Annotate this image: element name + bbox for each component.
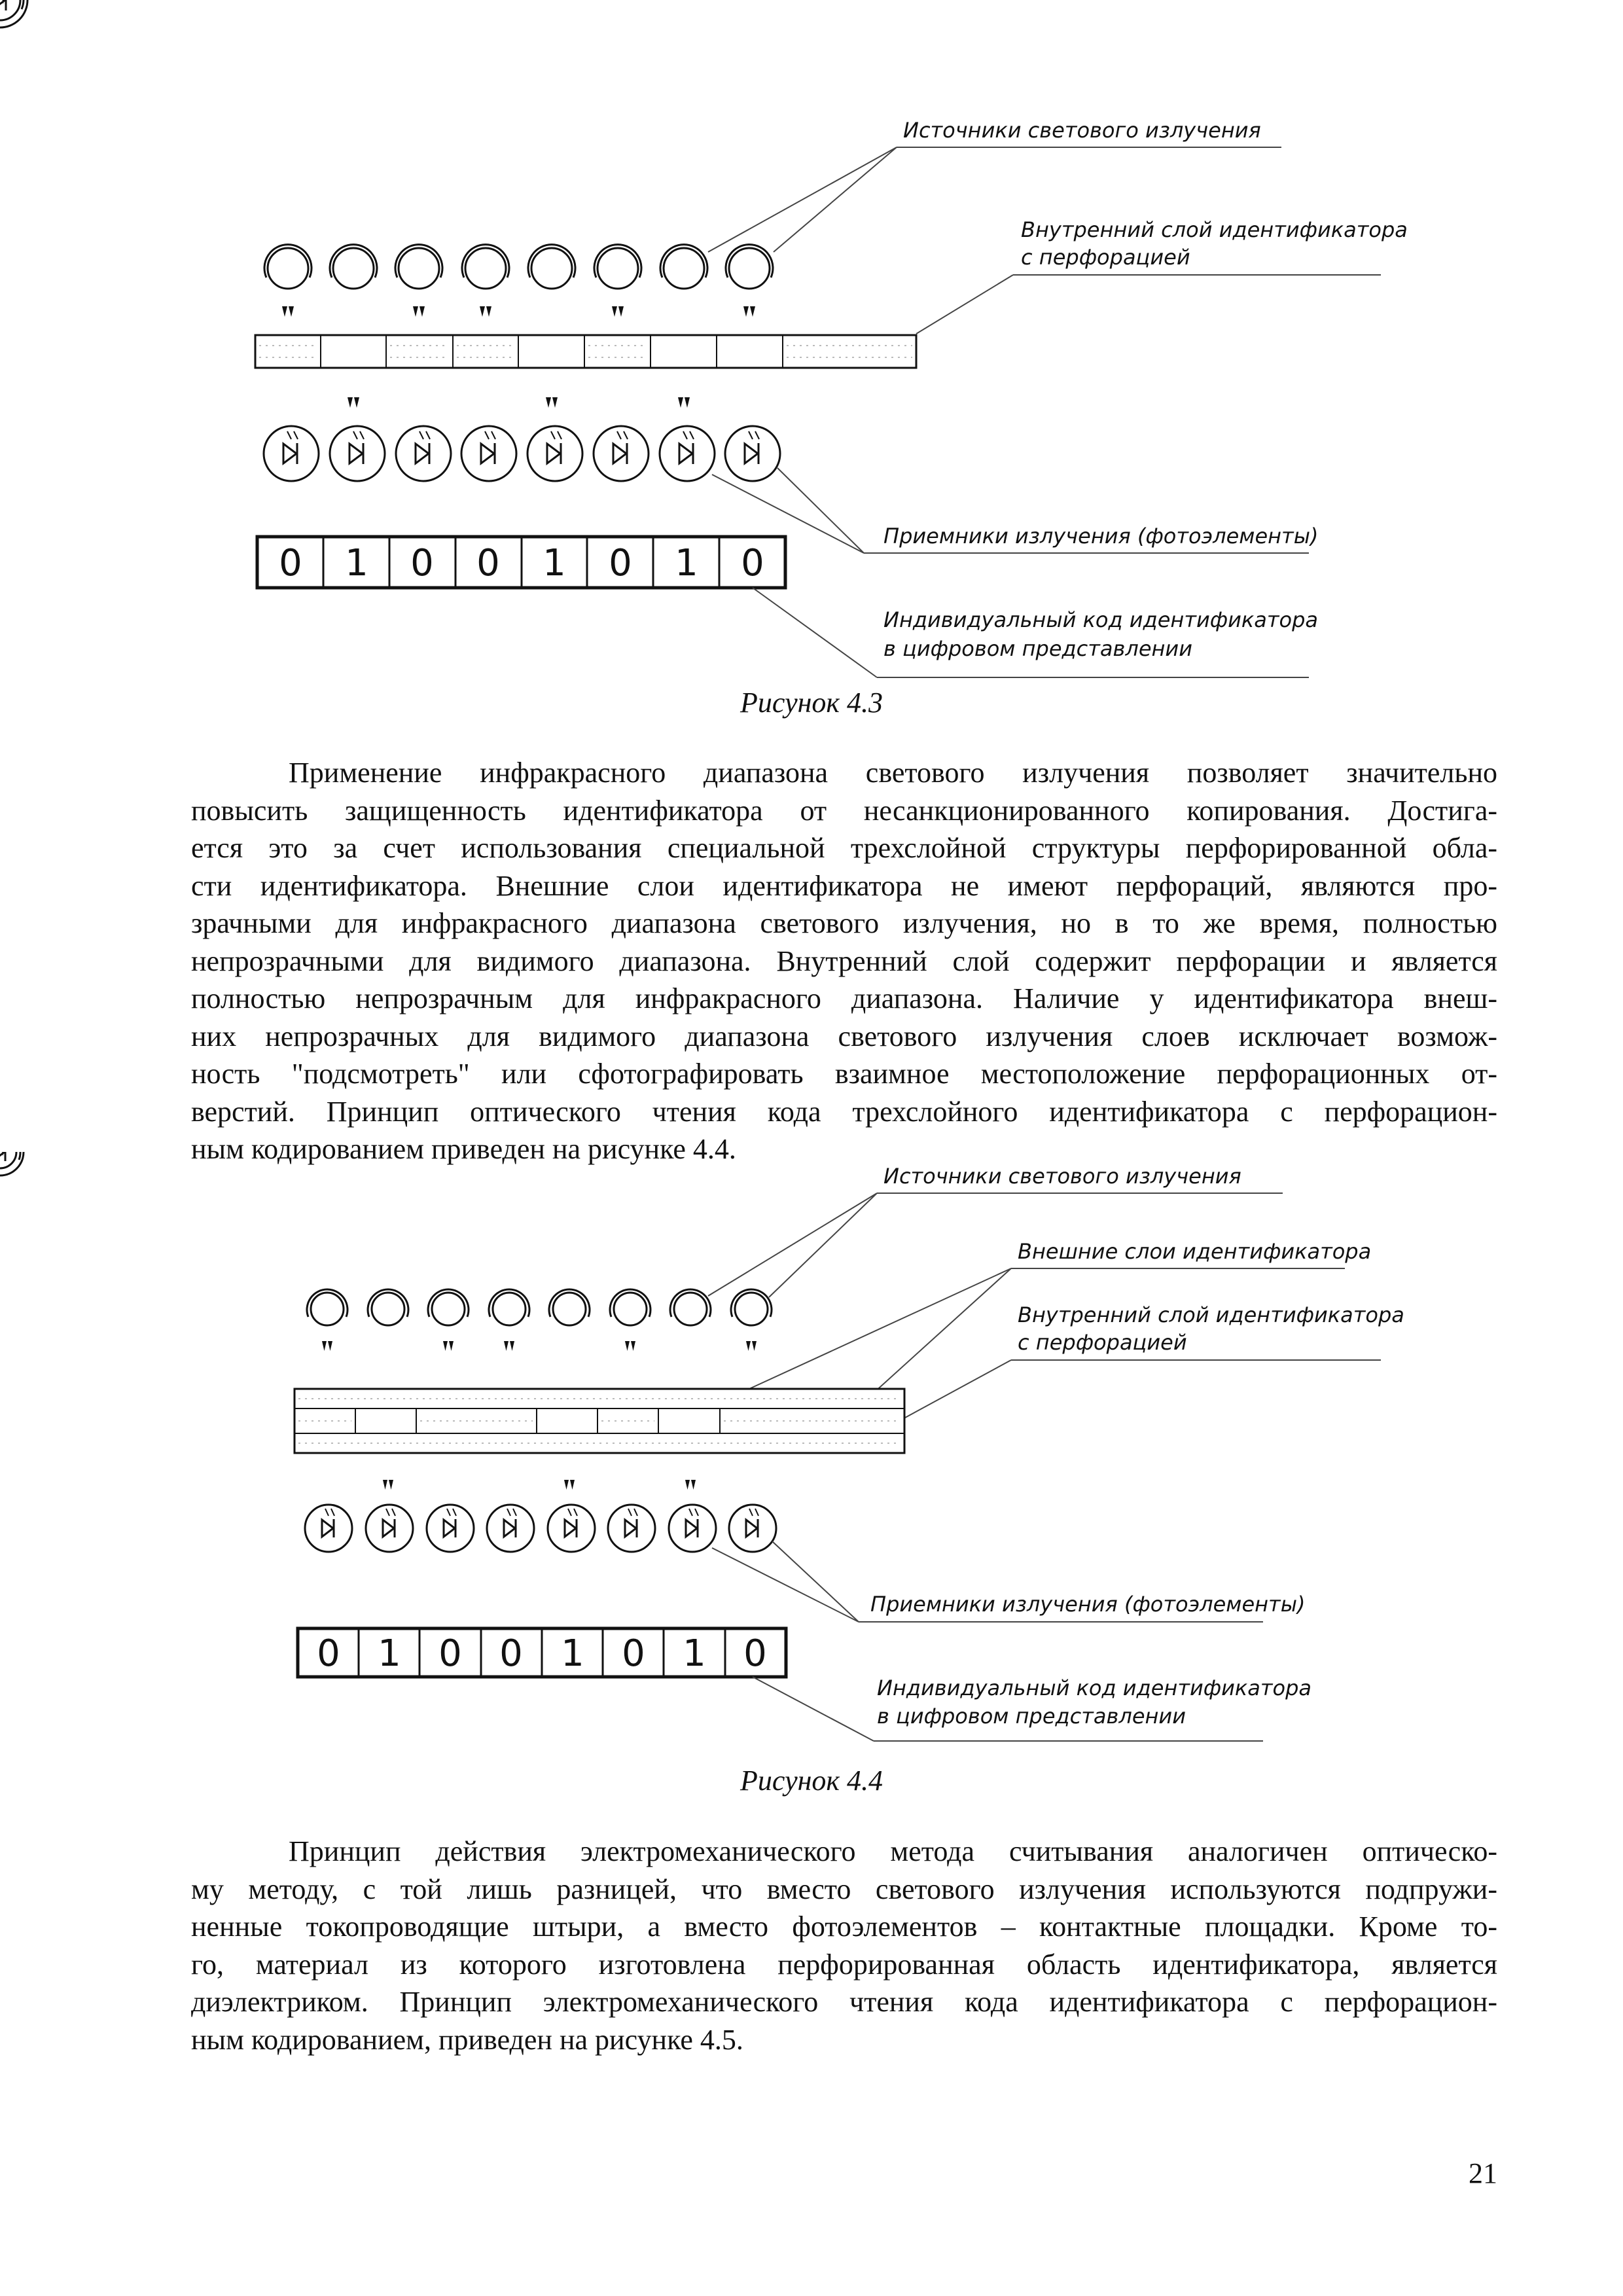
paragraph-line: полностью непрозрачным для инфракрасного диапазона. Наличие у идентификатора внеш- (191, 982, 1497, 1014)
fig44-light-sources (0, 1152, 772, 1325)
paragraph-line: верстий. Принцип оптического чтения кода трехслойного идентификатора с перфорацион- (191, 1095, 1497, 1128)
fig44-label-code-1: Индивидуальный код идентификатора (877, 1676, 1311, 1700)
fig43-label-receivers: Приемники излучения (фотоэлементы) (883, 524, 1319, 548)
fig44-label-sources: Источники светового излучения (883, 1164, 1241, 1189)
fig43-code-digit: 1 (543, 542, 566, 584)
fig44-code-digit: 0 (499, 1632, 523, 1675)
page-number: 21 (1469, 2157, 1497, 2189)
fig43-code-digit: 0 (410, 542, 434, 584)
figure-4-3 (0, 0, 1623, 694)
paragraph-line: ным кодированием, приведен на рисунке 4.5. (191, 2023, 743, 2056)
fig43-code-digit: 0 (609, 542, 632, 584)
fig44-code-digit: 1 (683, 1632, 706, 1675)
fig43-label-code-2: в цифровом представлении (883, 636, 1193, 661)
figure-caption-4-4: Рисунок 4.4 (740, 1765, 883, 1797)
fig43-code-register (257, 537, 785, 588)
fig44-code-digit: 1 (561, 1632, 584, 1675)
paragraph-line: ется это за счет использования специальной трехслойной структуры перфорированной обла- (191, 832, 1497, 864)
fig43-label-inner-2: с перфорацией (1021, 245, 1190, 270)
figure-caption-4-3: Рисунок 4.3 (740, 687, 883, 719)
paragraph-line: ность "подсмотреть" или сфотографировать взаимное местоположение перфорационных от- (191, 1058, 1497, 1090)
fig43-received-arrows (348, 397, 690, 408)
fig44-label-code-2: в цифровом представлении (877, 1704, 1186, 1729)
fig43-photoelements (0, 0, 780, 481)
paragraph-line: Применение инфракрасного диапазона светового излучения позволяет значительно (289, 757, 1497, 789)
fig44-code-digit: 0 (743, 1632, 767, 1675)
fig43-code-digit: 1 (675, 542, 698, 584)
fig44-label-inner-2: с перфорацией (1018, 1330, 1187, 1355)
fig44-code-digit: 0 (622, 1632, 645, 1675)
paragraph-line: сти идентификатора. Внешние слои идентификатора не имеют перфораций, являются про- (191, 869, 1497, 902)
fig44-code-digit: 0 (317, 1632, 340, 1675)
fig43-light-sources (0, 0, 773, 289)
fig43-label-code-1: Индивидуальный код идентификатора (883, 607, 1318, 632)
paragraph-line: зрачными для инфракрасного диапазона светового излучения, но в то же время, полностью (191, 907, 1497, 939)
paragraph-line: повысить защищенность идентификатора от несанкционированного копирования. Достига- (191, 794, 1497, 827)
paragraph-line: них непрозрачных для видимого диапазона светового излучения слоев исключает возмож- (191, 1020, 1497, 1052)
fig43-label-sources: Источники светового излучения (903, 118, 1261, 143)
fig44-label-outer: Внешние слои идентификатора (1018, 1239, 1372, 1264)
fig44-code-digit: 1 (378, 1632, 401, 1675)
paragraph-line: непрозрачными для видимого диапазона. Внутренний слой содержит перфорации и является (191, 944, 1497, 977)
fig43-code-digit: 0 (741, 542, 764, 584)
fig43-code-digit: 0 (279, 542, 302, 584)
fig44-label-receivers: Приемники излучения (фотоэлементы) (870, 1592, 1306, 1617)
paragraph-line: го, материал из которого изготовлена перфорированная область идентификатора, является (191, 1948, 1497, 1981)
fig43-label-inner-1: Внутренний слой идентификатора (1021, 217, 1408, 242)
fig44-label-inner-1: Внутренний слой идентификатора (1018, 1302, 1404, 1327)
paragraph-line: Принцип действия электромеханического метода считывания аналогичен оптическо- (289, 1835, 1497, 1867)
fig44-code-register (298, 1628, 786, 1677)
paragraph-line: ным кодированием приведен на рисунке 4.4. (191, 1133, 736, 1165)
fig44-received-arrows (383, 1480, 696, 1490)
paragraph-2 (191, 1833, 1497, 2058)
paragraph-1 (191, 754, 1497, 1168)
fig43-code-digit: 1 (345, 542, 368, 584)
fig43-code-digit: 0 (476, 542, 500, 584)
fig44-photoelements (0, 1152, 776, 1552)
fig44-code-digit: 0 (438, 1632, 462, 1675)
fig44-three-layer-strip (294, 1389, 904, 1453)
light-source-icon (0, 0, 24, 20)
figure-4-4 (0, 1152, 1623, 1761)
fig43-perforated-strip (255, 335, 916, 368)
paragraph-line: диэлектриком. Принцип электромеханического чтения кода идентификатора с перфорацион- (191, 1986, 1497, 2018)
paragraph-line: му методу, с той лишь разницей, что вместо светового излучения используются подпружи- (191, 1873, 1497, 1905)
paragraph-line: ненные токопроводящие штыри, а вместо фотоэлементов – контактные площадки. Кроме то- (191, 1910, 1497, 1943)
